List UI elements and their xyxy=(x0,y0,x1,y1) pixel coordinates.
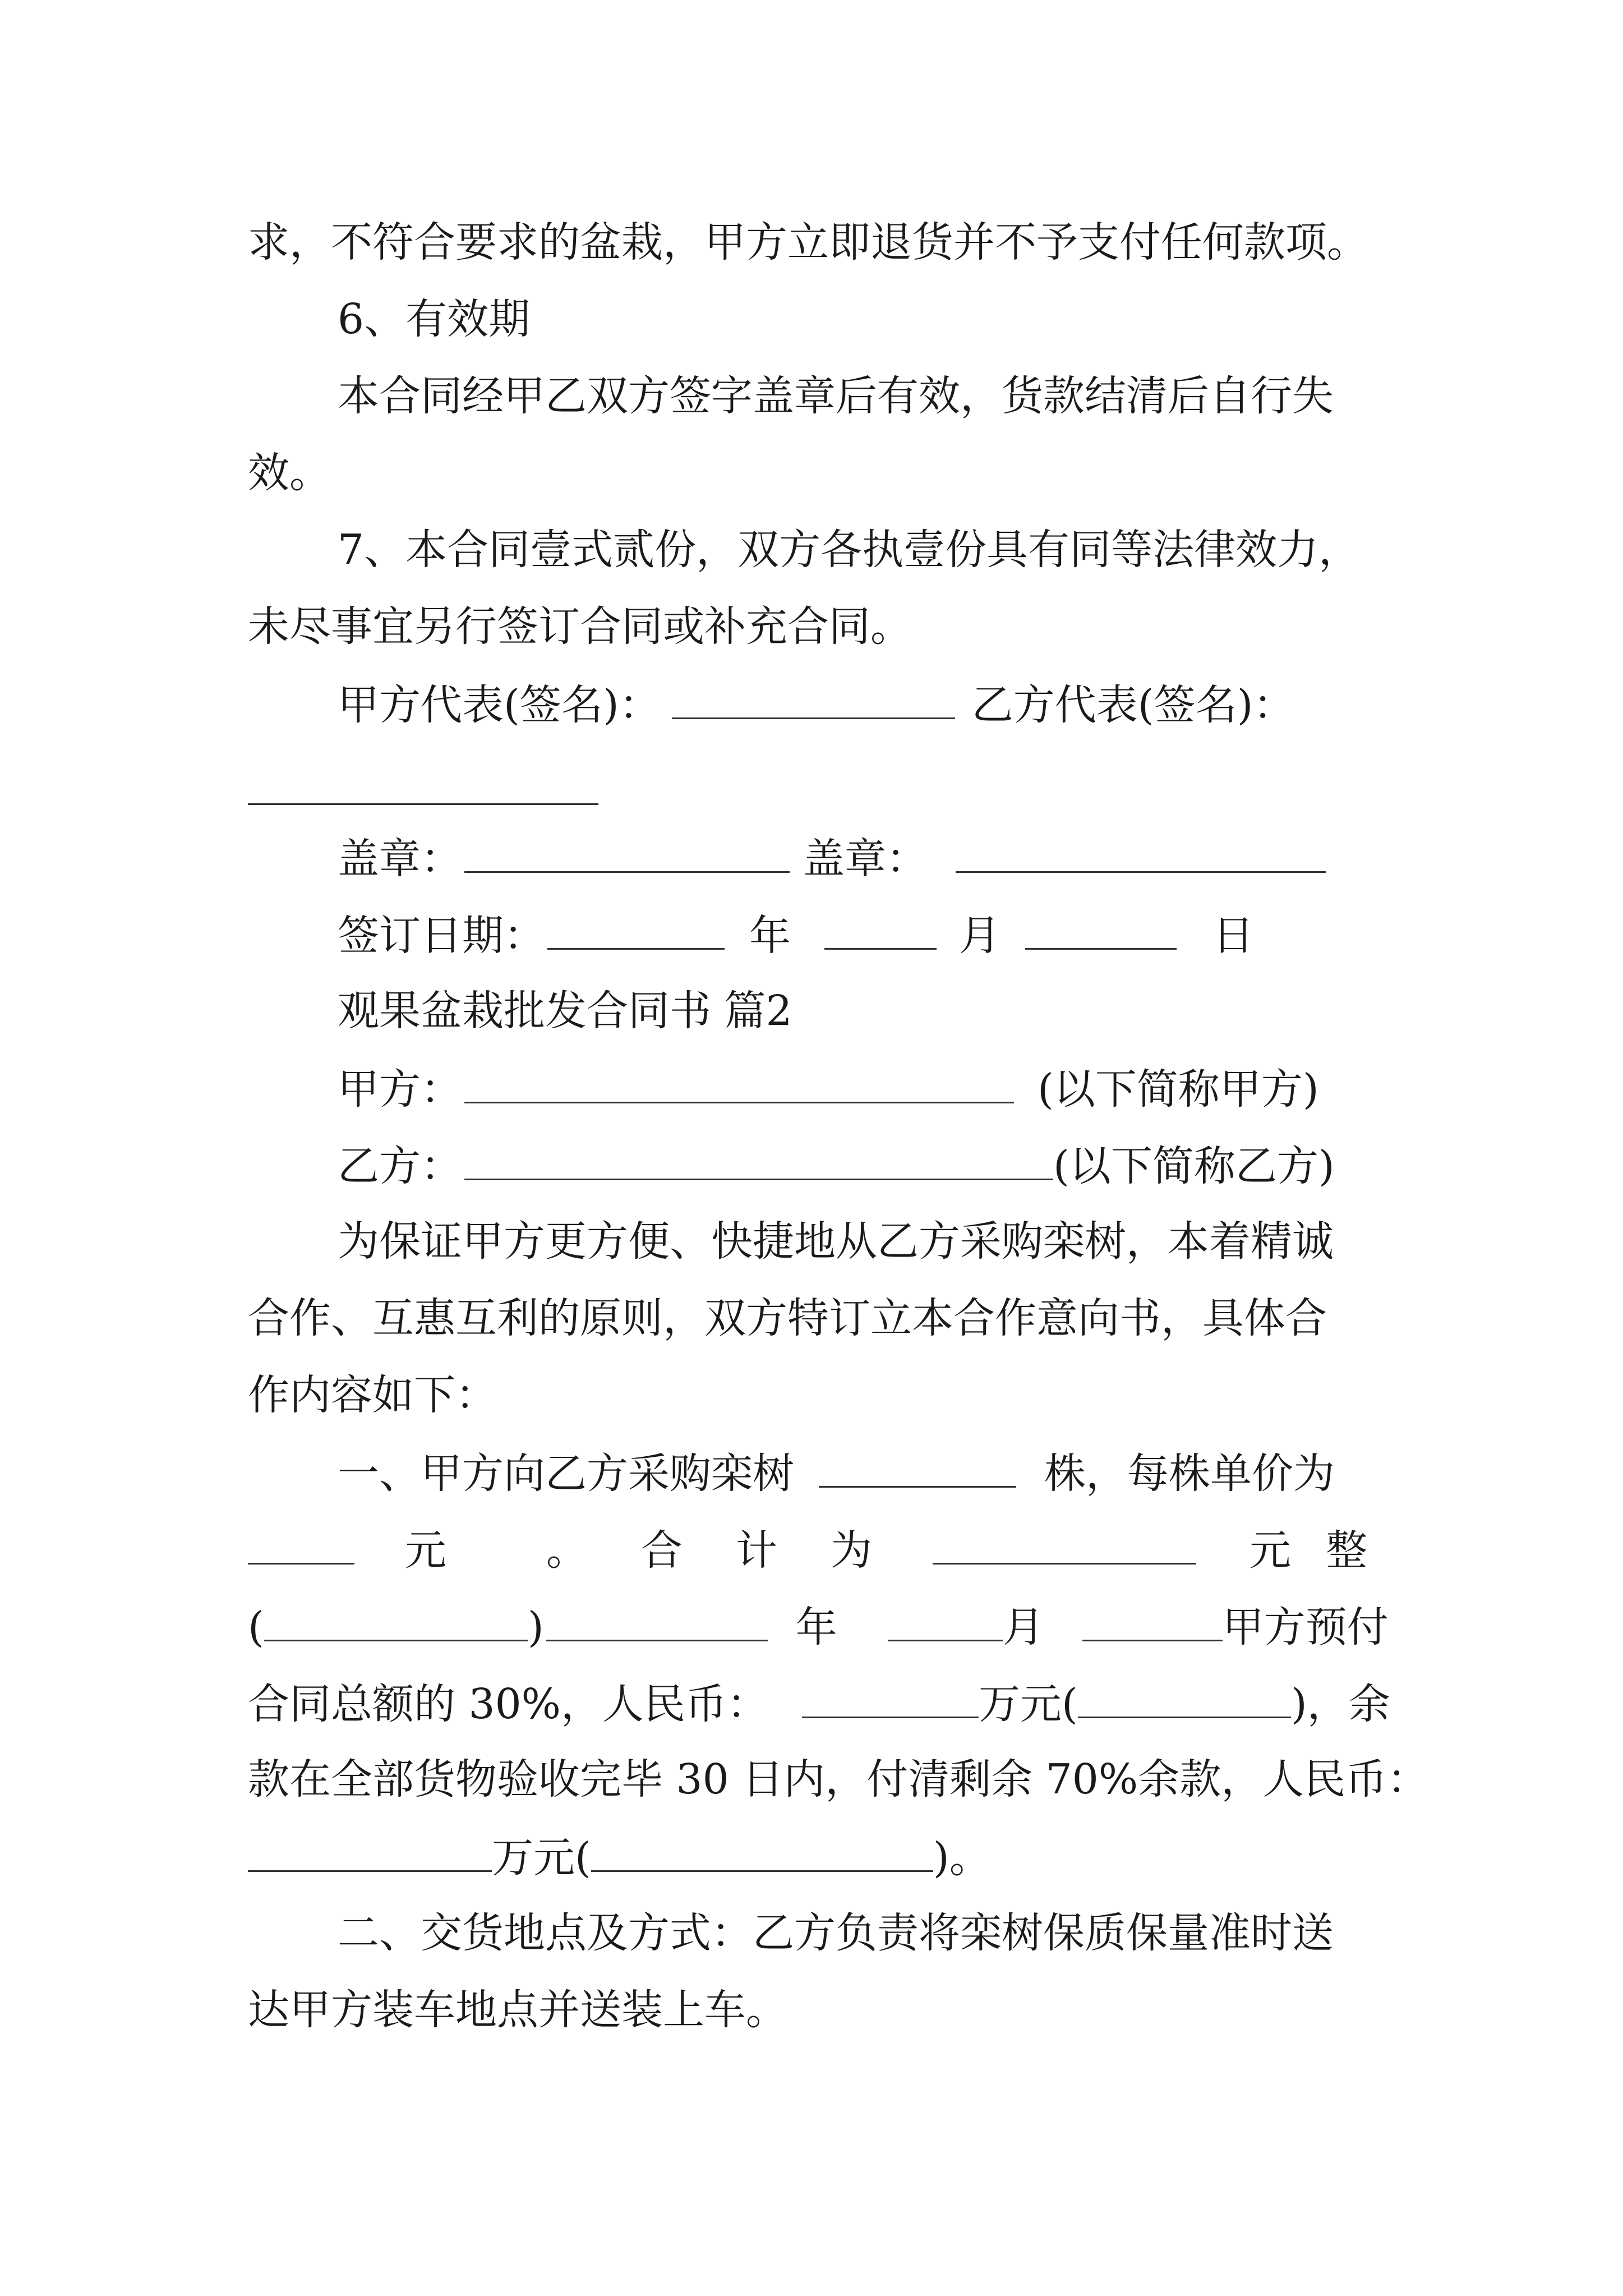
party-b-rep-label: 乙方代表(签名)： xyxy=(971,681,1295,729)
party-a-row xyxy=(338,1065,1319,1114)
section-heading: 6、有效期 xyxy=(338,295,531,343)
seal-blank-a xyxy=(464,836,790,873)
date-label: 签订日期： xyxy=(338,912,545,960)
date-month-label: 月 xyxy=(959,912,1000,960)
clause-1-line-6 xyxy=(248,1834,991,1882)
clause-text: 计 xyxy=(736,1526,777,1575)
balance-amount-blank xyxy=(248,1835,492,1872)
clause-text: 元 xyxy=(1249,1526,1291,1575)
seal-blank-b xyxy=(956,836,1326,873)
paragraph-line: 作内容如下： xyxy=(248,1371,497,1419)
clause-text: 株，每株单价为 xyxy=(1044,1450,1335,1498)
prepay-amount-blank xyxy=(802,1682,979,1718)
day-blank xyxy=(1082,1605,1223,1641)
clause-1-line-1 xyxy=(338,1450,1335,1498)
clause-text: ) xyxy=(527,1603,544,1651)
prepay-words-blank xyxy=(1078,1682,1291,1718)
year-blank xyxy=(546,1605,768,1641)
clause-text: 万元( xyxy=(979,1680,1078,1728)
clause-1-line-4 xyxy=(248,1680,1390,1728)
month-blank xyxy=(888,1605,1003,1641)
paragraph-line: 二、交货地点及方式：乙方负责将栾树保质保量准时送 xyxy=(338,1909,1334,1957)
paragraph-line: 未尽事宜另行签订合同或补充合同。 xyxy=(248,602,912,651)
date-day-label: 日 xyxy=(1212,912,1254,960)
date-month-blank xyxy=(824,913,937,950)
clause-text: )，余 xyxy=(1290,1680,1390,1728)
seal-label-b: 盖章： xyxy=(803,835,928,883)
clause-1-line-5: 款在全部货物验收完毕 30 日内，付清剩余 70%余款，人民币： xyxy=(248,1755,1429,1803)
party-b-signature-blank xyxy=(248,769,598,805)
paragraph-line: 为保证甲方更方便、快捷地从乙方采购栾树，本着精诚 xyxy=(338,1217,1334,1266)
party-a-signature-blank xyxy=(672,683,955,719)
clause-text: 整 xyxy=(1326,1526,1367,1575)
total-amount-words-blank xyxy=(264,1605,528,1641)
signature-continuation xyxy=(248,769,598,812)
clause-text: )。 xyxy=(933,1834,991,1882)
clause-text: ( xyxy=(248,1603,264,1651)
total-amount-blank xyxy=(933,1528,1196,1565)
signature-row xyxy=(338,681,1295,729)
paragraph-line: 合作、互惠互利的原则，双方特订立本合作意向书，具体合 xyxy=(248,1294,1327,1342)
unit-price-blank xyxy=(248,1528,354,1565)
clause-text: 一、甲方向乙方采购栾树 xyxy=(338,1450,794,1498)
date-year-label: 年 xyxy=(749,912,791,960)
clause-text: 万元( xyxy=(492,1834,591,1882)
contract-title: 观果盆栽批发合同书 篇2 xyxy=(338,987,792,1035)
paragraph-line: 求，不符合要求的盆栽，甲方立即退货并不予支付任何款项。 xyxy=(248,218,1368,266)
paragraph-line: 7、本合同壹式贰份，双方各执壹份具有同等法律效力， xyxy=(338,526,1361,574)
party-a-label: 甲方： xyxy=(338,1065,462,1114)
party-b-blank xyxy=(464,1144,1053,1180)
paragraph-line: 本合同经甲乙双方签字盖章后有效，货款结清后自行失 xyxy=(338,372,1334,420)
party-a-blank xyxy=(464,1067,1014,1103)
clause-text: 月 xyxy=(1002,1603,1044,1651)
party-b-label: 乙方： xyxy=(338,1142,462,1190)
party-a-note: (以下简称甲方) xyxy=(1038,1065,1319,1114)
clause-text: 为 xyxy=(831,1526,872,1575)
clause-1-line-3 xyxy=(248,1603,1389,1651)
clause-text: 元 xyxy=(405,1526,446,1575)
party-b-note: (以下简称乙方) xyxy=(1053,1142,1335,1190)
quantity-blank xyxy=(819,1451,1016,1488)
seal-label-a: 盖章： xyxy=(338,835,462,883)
balance-words-blank xyxy=(591,1835,933,1872)
paragraph-line: 效。 xyxy=(248,449,331,497)
party-a-rep-label: 甲方代表(签名)： xyxy=(338,681,661,729)
seal-row xyxy=(338,835,1326,883)
date-day-blank xyxy=(1025,913,1177,950)
clause-text: 年 xyxy=(795,1603,837,1651)
party-b-row xyxy=(338,1142,1335,1190)
date-row xyxy=(338,912,1254,960)
clause-text: 合同总额的 30%，人民币： xyxy=(248,1680,768,1728)
clause-text: 甲方预付 xyxy=(1222,1603,1389,1651)
date-year-blank xyxy=(547,913,725,950)
clause-text: 合 xyxy=(641,1526,683,1575)
clause-text: 。 xyxy=(546,1526,588,1575)
paragraph-line: 达甲方装车地点并送装上车。 xyxy=(248,1986,787,2034)
clause-1-line-2 xyxy=(248,1526,1367,1575)
